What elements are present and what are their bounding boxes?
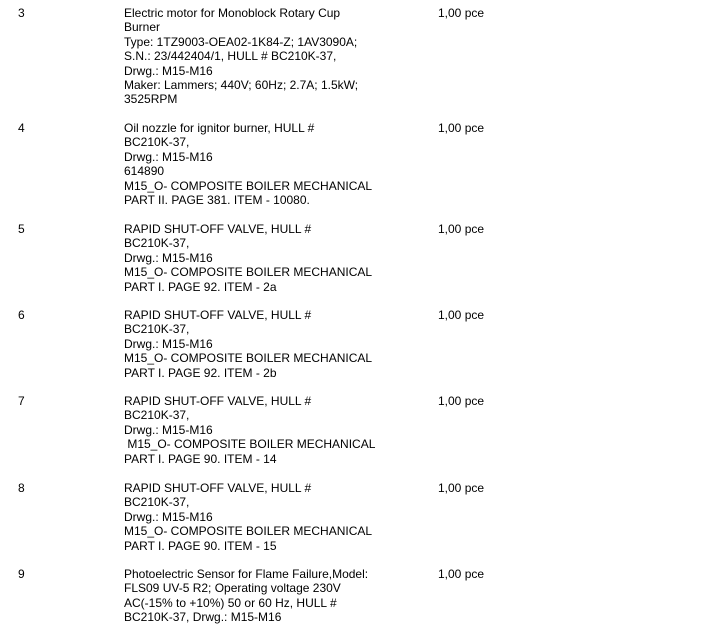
description-line: Drwg.: M15-M16 xyxy=(124,422,213,437)
description-line: 3525RPM xyxy=(124,92,178,107)
description-line: Drwg.: M15-M16 xyxy=(124,336,213,351)
description-line: Burner xyxy=(124,20,161,35)
item-description xyxy=(124,121,424,207)
description-line: Drwg.: M15-M16 xyxy=(124,250,213,265)
item-quantity: 1,00 pce xyxy=(438,308,485,322)
description-line: Maker: Lammers; 440V; 60Hz; 2.7A; 1.5kW; xyxy=(124,78,359,93)
description-line: BC210K-37, xyxy=(124,408,190,423)
description-line: 614890 xyxy=(124,164,165,179)
item-description xyxy=(124,481,424,553)
description-line: BC210K-37, xyxy=(124,236,190,251)
description-line: RAPID SHUT-OFF VALVE, HULL # xyxy=(124,308,312,322)
description-line: RAPID SHUT-OFF VALVE, HULL # xyxy=(124,394,312,408)
item-quantity: 1,00 pce xyxy=(438,567,485,581)
description-line: PART II. PAGE 381. ITEM - 10080. xyxy=(124,193,310,208)
description-line: PART I. PAGE 92. ITEM - 2b xyxy=(124,365,277,380)
description-line: AC(-15% to +10%) 50 or 60 Hz, HULL # xyxy=(124,595,337,610)
item-description xyxy=(124,222,424,294)
description-line: BC210K-37, xyxy=(124,322,190,337)
description-line: M15_O- COMPOSITE BOILER MECHANICAL xyxy=(124,265,373,280)
description-line: PART I. PAGE 90. ITEM - 14 xyxy=(124,451,277,466)
item-number: 9 xyxy=(18,567,25,581)
description-line: RAPID SHUT-OFF VALVE, HULL # xyxy=(124,481,312,495)
item-number: 8 xyxy=(18,481,25,495)
item-number: 3 xyxy=(18,6,25,20)
description-line: M15_O- COMPOSITE BOILER MECHANICAL xyxy=(124,524,373,539)
description-line: M15_O- COMPOSITE BOILER MECHANICAL xyxy=(124,351,373,366)
description-line: BC210K-37, Drwg.: M15-M16 xyxy=(124,610,282,625)
description-line: FLS09 UV-5 R2; Operating voltage 230V xyxy=(124,581,341,596)
description-line: BC210K-37, xyxy=(124,495,190,510)
item-number: 7 xyxy=(18,394,25,408)
item-number: 5 xyxy=(18,222,25,236)
description-line: S.N.: 23/442404/1, HULL # BC210K-37, xyxy=(124,49,337,64)
description-line: PART I. PAGE 90. ITEM - 15 xyxy=(124,538,277,553)
item-number: 4 xyxy=(18,121,25,135)
description-line: RAPID SHUT-OFF VALVE, HULL # xyxy=(124,222,312,236)
description-line: Drwg.: M15-M16 xyxy=(124,63,213,78)
description-line: Drwg.: M15-M16 xyxy=(124,149,213,164)
description-line: Oil nozzle for ignitor burner, HULL # xyxy=(124,121,315,135)
item-number: 6 xyxy=(18,308,25,322)
item-description xyxy=(124,394,424,466)
description-line: Drwg.: M15-M16 xyxy=(124,509,213,524)
item-quantity: 1,00 pce xyxy=(438,394,485,408)
item-quantity: 1,00 pce xyxy=(438,481,485,495)
item-quantity: 1,00 pce xyxy=(438,121,485,135)
description-line: Photoelectric Sensor for Flame Failure,Model: xyxy=(124,567,369,581)
description-line: M15_O- COMPOSITE BOILER MECHANICAL xyxy=(124,178,373,193)
description-line: M15_O- COMPOSITE BOILER MECHANICAL xyxy=(124,437,376,452)
item-description xyxy=(124,6,424,107)
item-quantity: 1,00 pce xyxy=(438,6,485,20)
item-description xyxy=(124,567,424,625)
item-description xyxy=(124,308,424,380)
item-quantity: 1,00 pce xyxy=(438,222,485,236)
description-line: Type: 1TZ9003-OEA02-1K84-Z; 1AV3090A; xyxy=(124,34,358,49)
description-line: Electric motor for Monoblock Rotary Cup xyxy=(124,6,341,20)
description-line: BC210K-37, xyxy=(124,135,190,150)
description-line: PART I. PAGE 92. ITEM - 2a xyxy=(124,279,277,294)
